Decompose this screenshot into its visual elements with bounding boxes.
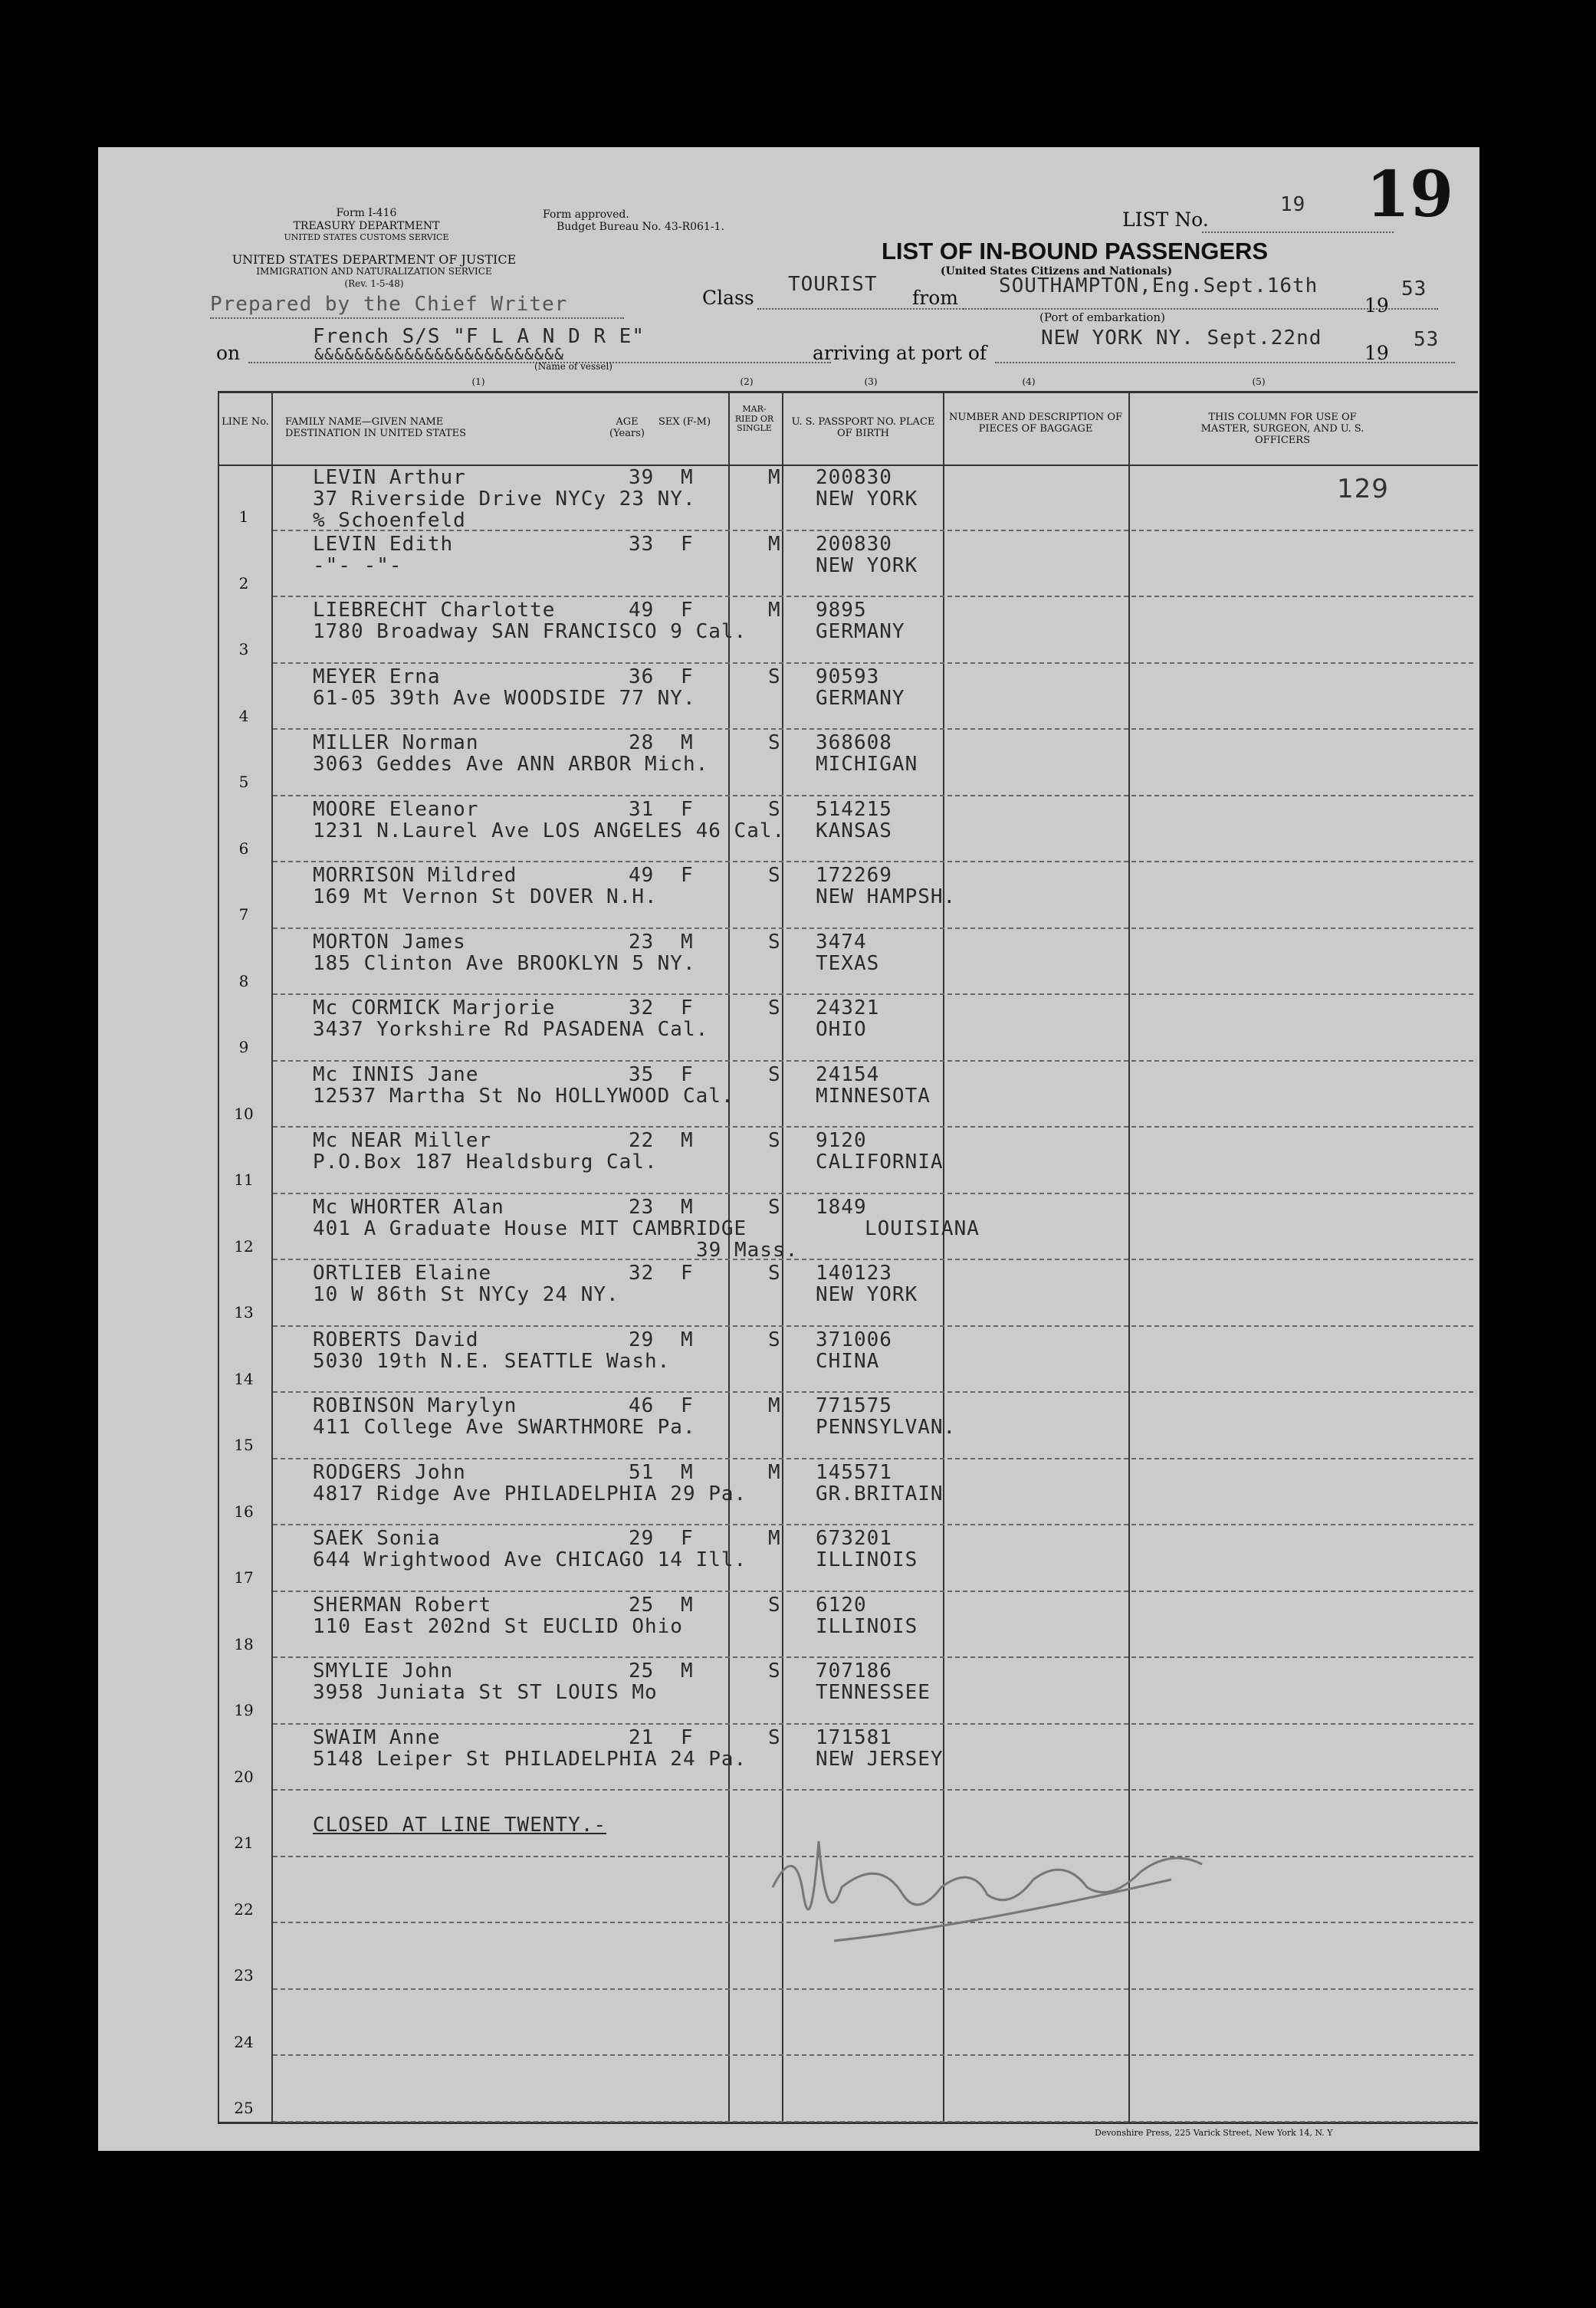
passenger-age: 33 [629, 532, 655, 556]
marital-status: S [768, 1129, 781, 1152]
destination-line-2: 39 Mass. [696, 1238, 799, 1262]
passenger-sex: F [681, 665, 694, 688]
destination: 1780 Broadway SAN FRANCISCO 9 Cal. [313, 620, 747, 643]
passenger-name: Mc WHORTER Alan [313, 1195, 504, 1219]
col-num-1: (1) [471, 376, 485, 387]
table-row [98, 1327, 1479, 1394]
place-of-birth: GERMANY [816, 686, 905, 710]
marital-status: S [768, 1593, 781, 1617]
destination: 12537 Martha St No HOLLYWOOD Cal. [313, 1084, 734, 1108]
col-header-passport: U. S. PASSPORT NO. PLACE OF BIRTH [791, 416, 935, 439]
passenger-sex: F [681, 996, 694, 1019]
passport-number: 145571 [816, 1460, 892, 1484]
passport-number: 368608 [816, 731, 892, 754]
line-number: 3 [238, 640, 249, 658]
from-value: SOUTHAMPTON,Eng.Sept.16th [999, 274, 1319, 297]
closed-at-line: CLOSED AT LINE TWENTY.- [313, 1814, 607, 1837]
passenger-name: SWAIM Anne [313, 1725, 441, 1749]
destination: 1231 N.Laurel Ave LOS ANGELES 46 Cal. [313, 819, 786, 842]
place-of-birth: LOUISIANA [865, 1216, 980, 1240]
marital-status: S [768, 1195, 781, 1219]
col-header-age: AGE (Years) [609, 416, 645, 439]
passport-number: 172269 [816, 864, 892, 887]
line-number: 7 [238, 905, 249, 924]
passenger-sex: M [681, 466, 694, 489]
place-of-birth: ILLINOIS [816, 1614, 918, 1638]
row-divider [273, 2121, 1473, 2123]
passport-number: 90593 [816, 665, 880, 688]
table-row [98, 1658, 1479, 1725]
line-number: 19 [234, 1701, 254, 1719]
ins-service: IMMIGRATION AND NATURALIZATION SERVICE [256, 266, 492, 277]
place-of-birth: TENNESSEE [816, 1681, 931, 1704]
class-value: TOURIST [788, 273, 878, 296]
on-label: on [216, 342, 241, 364]
marital-status: S [768, 797, 781, 821]
passport-number: 24321 [816, 996, 880, 1019]
passport-number: 771575 [816, 1394, 892, 1417]
passenger-sex: M [681, 1129, 694, 1152]
year-2: 53 [1414, 328, 1440, 351]
passenger-name: MILLER Norman [313, 731, 479, 754]
passenger-sex: F [681, 599, 694, 622]
page-title: LIST OF IN-BOUND PASSENGERS [882, 238, 1269, 264]
vessel-name: French S/S "F L A N D R E" [313, 325, 645, 348]
place-of-birth: NEW JERSEY [816, 1747, 944, 1771]
list-no-small: 19 [1280, 193, 1306, 216]
port-embark-caption: (Port of embarkation) [1039, 310, 1165, 324]
passenger-age: 36 [629, 665, 655, 688]
passenger-age: 22 [629, 1129, 655, 1152]
place-of-birth: NEW YORK [816, 488, 918, 511]
line-number: 4 [238, 706, 249, 725]
destination: 401 A Graduate House MIT CAMBRIDGE [313, 1216, 747, 1240]
passenger-sex: F [681, 1262, 694, 1285]
passenger-name: MORRISON Mildred [313, 864, 517, 887]
destination: 411 College Ave SWARTHMORE Pa. [313, 1416, 696, 1439]
marital-status: S [768, 864, 781, 887]
printer-footer: Devonshire Press, 225 Varick Street, New York 14, N. Y [1095, 2128, 1333, 2138]
place-of-birth: NEW HAMPSH. [816, 885, 957, 908]
passport-number: 1849 [816, 1195, 867, 1219]
line-number: 11 [234, 1170, 254, 1189]
col-header-married: MAR-RIED OR SINGLE [734, 404, 774, 434]
table-row [98, 995, 1479, 1062]
passenger-sex: M [681, 1593, 694, 1617]
line-number: 14 [234, 1369, 254, 1388]
customs-service: UNITED STATES CUSTOMS SERVICE [284, 232, 449, 242]
passenger-sex: F [681, 532, 694, 556]
marital-status: S [768, 1062, 781, 1086]
table-row [98, 597, 1479, 664]
page-subtitle: (United States Citizens and Nationals) [940, 265, 1173, 277]
passenger-name: SAEK Sonia [313, 1527, 441, 1550]
col-header-name: FAMILY NAME—GIVEN NAME DESTINATION IN UNITED STATES [285, 416, 467, 439]
marital-status: S [768, 1262, 781, 1285]
passenger-name: LIEBRECHT Charlotte [313, 599, 556, 622]
passenger-sex: F [681, 1394, 694, 1417]
passenger-age: 32 [629, 996, 655, 1019]
passenger-name: SMYLIE John [313, 1660, 454, 1683]
destination: 4817 Ridge Ave PHILADELPHIA 29 Pa. [313, 1482, 747, 1505]
marital-status: S [768, 1328, 781, 1351]
table-row [98, 1592, 1479, 1659]
line-number: 22 [234, 1899, 254, 1919]
passenger-name: Mc NEAR Miller [313, 1129, 492, 1152]
place-of-birth: NEW YORK [816, 1283, 918, 1306]
table-row [98, 929, 1479, 996]
passenger-sex: M [681, 1660, 694, 1683]
passenger-name: LEVIN Edith [313, 532, 454, 556]
table-row [98, 862, 1479, 929]
passport-number: 140123 [816, 1262, 892, 1285]
arriving-value: NEW YORK NY. Sept.22nd [1041, 327, 1322, 350]
line-number: 5 [238, 773, 249, 791]
destination: 10 W 86th St NYCy 24 NY. [313, 1283, 619, 1306]
place-of-birth: NEW YORK [816, 553, 918, 577]
line-number: 17 [234, 1568, 254, 1587]
destination: 644 Wrightwood Ave CHICAGO 14 Ill. [313, 1548, 747, 1571]
form-number: Form I-416 [336, 207, 397, 219]
destination: 3437 Yorkshire Rd PASADENA Cal. [313, 1018, 709, 1041]
justice-dept: UNITED STATES DEPARTMENT OF JUSTICE [232, 252, 517, 267]
place-of-birth: TEXAS [816, 951, 880, 975]
table-row [98, 1260, 1479, 1327]
place-of-birth: ILLINOIS [816, 1548, 918, 1571]
place-of-birth: GR.BRITAIN [816, 1482, 944, 1505]
passenger-age: 49 [629, 599, 655, 622]
prepared-by: Prepared by the Chief Writer [210, 293, 568, 316]
passport-number: 707186 [816, 1660, 892, 1683]
col-header-sex: SEX (F-M) [658, 416, 711, 428]
year-prefix-2: 19 [1364, 342, 1389, 364]
line-number: 6 [238, 839, 249, 858]
line-number: 24 [234, 2032, 254, 2051]
marital-status: M [768, 466, 781, 489]
passenger-name: Mc CORMICK Marjorie [313, 996, 556, 1019]
from-label: from [912, 287, 958, 309]
passport-number: 371006 [816, 1328, 892, 1351]
table-row [98, 1990, 1479, 2057]
col-header-line: LINE No. [222, 416, 269, 428]
passenger-age: 23 [629, 930, 655, 954]
passenger-name: MOORE Eleanor [313, 797, 479, 821]
destination: -"- -"- [313, 553, 402, 577]
treasury-dept: TREASURY DEPARTMENT [293, 220, 440, 232]
passenger-age: 25 [629, 1660, 655, 1683]
table-row [98, 531, 1479, 598]
passenger-age: 31 [629, 797, 655, 821]
marital-status: S [768, 1725, 781, 1749]
passenger-sex: F [681, 1527, 694, 1550]
passport-number: 9895 [816, 599, 867, 622]
line-number: 8 [238, 971, 249, 990]
passenger-age: 46 [629, 1394, 655, 1417]
marital-status: M [768, 1394, 781, 1417]
destination: 5030 19th N.E. SEATTLE Wash. [313, 1349, 671, 1373]
marital-status: M [768, 1527, 781, 1550]
destination: 61-05 39th Ave WOODSIDE 77 NY. [313, 686, 696, 710]
line-number: 9 [238, 1038, 249, 1056]
place-of-birth: GERMANY [816, 620, 905, 643]
arriving-label: arriving at port of [813, 342, 987, 364]
passenger-sex: F [681, 1062, 694, 1086]
passenger-name: ROBINSON Marylyn [313, 1394, 517, 1417]
passenger-name: ROBERTS David [313, 1328, 479, 1351]
passenger-name: LEVIN Arthur [313, 466, 466, 489]
line-number: 1 [238, 507, 249, 526]
marital-status: S [768, 1660, 781, 1683]
table-row [98, 1128, 1479, 1194]
passenger-age: 25 [629, 1593, 655, 1617]
passenger-sex: F [681, 797, 694, 821]
passenger-sex: M [681, 930, 694, 954]
marital-status: S [768, 996, 781, 1019]
marital-status: S [768, 930, 781, 954]
destination: 3063 Geddes Ave ANN ARBOR Mich. [313, 753, 709, 776]
marital-status: S [768, 665, 781, 688]
line-number: 13 [234, 1303, 254, 1321]
passenger-age: 35 [629, 1062, 655, 1086]
passenger-age: 29 [629, 1527, 655, 1550]
list-no-big: 19 [1366, 158, 1454, 231]
destination: P.O.Box 187 Healdsburg Cal. [313, 1151, 658, 1174]
officer-signature [742, 1795, 1233, 1964]
table-row [98, 1393, 1479, 1459]
place-of-birth: MICHIGAN [816, 753, 918, 776]
destination: 185 Clinton Ave BROOKLYN 5 NY. [313, 951, 696, 975]
marital-status: M [768, 1460, 781, 1484]
place-of-birth: PENNSYLVAN. [816, 1416, 957, 1439]
passenger-name: ORTLIEB Elaine [313, 1262, 492, 1285]
line-number: 2 [238, 573, 249, 593]
passenger-name: RODGERS John [313, 1460, 466, 1484]
passport-number: 9120 [816, 1129, 867, 1152]
table-row [98, 1725, 1479, 1791]
passenger-sex: M [681, 1460, 694, 1484]
marital-status: M [768, 532, 781, 556]
passport-number: 24154 [816, 1062, 880, 1086]
place-of-birth: OHIO [816, 1018, 867, 1041]
line-number: 10 [234, 1104, 254, 1123]
passenger-name: Mc INNIS Jane [313, 1062, 479, 1086]
place-of-birth: CALIFORNIA [816, 1151, 944, 1174]
line-number: 21 [234, 1834, 254, 1852]
line-number: 23 [234, 1966, 254, 1985]
passenger-name: MEYER Erna [313, 665, 441, 688]
passenger-age: 21 [629, 1725, 655, 1749]
revision: (Rev. 1-5-48) [344, 278, 404, 289]
officer-note: 129 [1337, 474, 1389, 504]
vessel-strikeout: &&&&&&&&&&&&&&&&&&&&&&&&& [314, 345, 565, 363]
form-approved: Form approved. [543, 208, 629, 221]
passenger-age: 28 [629, 731, 655, 754]
table-row [98, 2056, 1479, 2123]
passport-number: 514215 [816, 797, 892, 821]
passenger-sex: M [681, 1328, 694, 1351]
passenger-age: 39 [629, 466, 655, 489]
table-row [98, 1459, 1479, 1526]
col-header-officers: THIS COLUMN FOR USE OF MASTER, SURGEON, AND U. S. OFFICERS [1200, 412, 1364, 446]
line-number: 25 [234, 2099, 254, 2117]
destination-line-2: % Schoenfeld [313, 509, 466, 532]
line-number: 20 [234, 1767, 254, 1786]
place-of-birth: KANSAS [816, 819, 892, 842]
passenger-name: MORTON James [313, 930, 466, 954]
marital-status: M [768, 599, 781, 622]
class-label: Class [702, 287, 754, 309]
table-row [98, 796, 1479, 863]
budget-bureau: Budget Bureau No. 43-R061-1. [557, 221, 724, 233]
table-row [98, 1194, 1479, 1261]
place-of-birth: CHINA [816, 1349, 880, 1373]
passenger-age: 51 [629, 1460, 655, 1484]
passenger-sex: M [681, 731, 694, 754]
passenger-age: 32 [629, 1262, 655, 1285]
year-prefix-1: 19 [1364, 294, 1389, 317]
destination: 110 East 202nd St EUCLID Ohio [313, 1614, 683, 1638]
passenger-name: SHERMAN Robert [313, 1593, 492, 1617]
passport-number: 200830 [816, 532, 892, 556]
marital-status: S [768, 731, 781, 754]
col-num-3: (3) [864, 376, 878, 387]
passport-number: 171581 [816, 1725, 892, 1749]
manifest-sheet [98, 147, 1479, 2151]
table-row [98, 730, 1479, 796]
list-no-label: LIST No. [1122, 208, 1209, 231]
col-num-2: (2) [740, 376, 754, 387]
table-row [98, 465, 1479, 531]
destination: 37 Riverside Drive NYCy 23 NY. [313, 488, 696, 511]
destination: 5148 Leiper St PHILADELPHIA 24 Pa. [313, 1747, 747, 1771]
passenger-age: 49 [629, 864, 655, 887]
table-row [98, 1525, 1479, 1592]
vessel-caption: (Name of vessel) [534, 361, 612, 372]
destination: 169 Mt Vernon St DOVER N.H. [313, 885, 658, 908]
line-number: 16 [234, 1502, 254, 1521]
table-row [98, 1062, 1479, 1128]
passenger-sex: F [681, 864, 694, 887]
passenger-sex: M [681, 1195, 694, 1219]
place-of-birth: MINNESOTA [816, 1084, 931, 1108]
passport-number: 6120 [816, 1593, 867, 1617]
passenger-age: 29 [629, 1328, 655, 1351]
col-num-4: (4) [1022, 376, 1036, 387]
passport-number: 3474 [816, 930, 867, 954]
line-number: 18 [234, 1634, 254, 1653]
line-number: 15 [234, 1436, 254, 1454]
line-number: 12 [234, 1236, 254, 1256]
table-row [98, 664, 1479, 730]
passenger-sex: F [681, 1725, 694, 1749]
col-num-5: (5) [1252, 376, 1266, 387]
passport-number: 673201 [816, 1527, 892, 1550]
destination: 3958 Juniata St ST LOUIS Mo [313, 1681, 658, 1704]
year-1: 53 [1401, 277, 1427, 300]
passport-number: 200830 [816, 466, 892, 489]
col-header-baggage: NUMBER AND DESCRIPTION OF PIECES OF BAGGAGE [948, 412, 1122, 435]
passenger-age: 23 [629, 1195, 655, 1219]
